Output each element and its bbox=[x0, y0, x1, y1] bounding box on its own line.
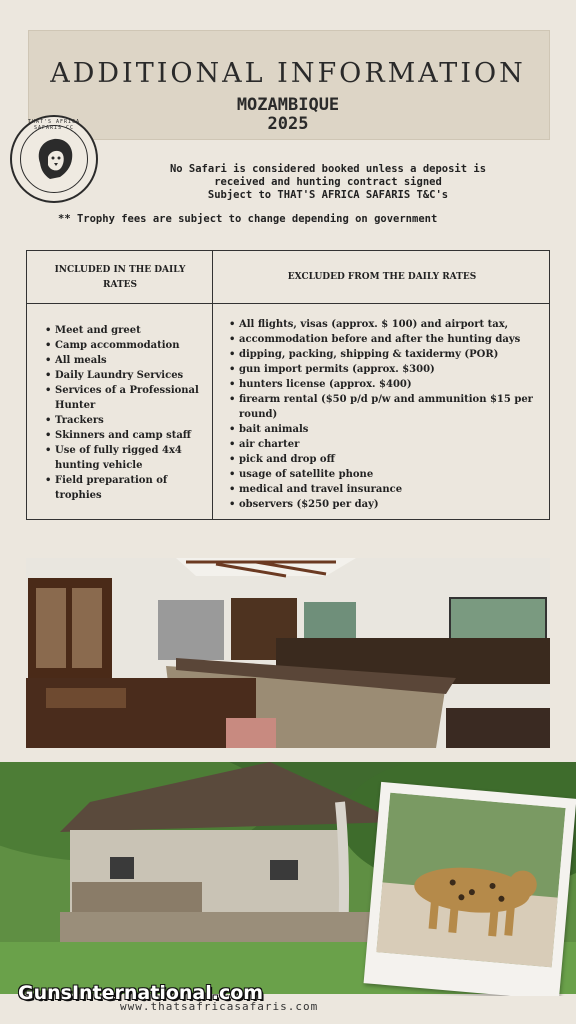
list-item: • All meals bbox=[45, 353, 210, 368]
header-divider bbox=[27, 303, 549, 304]
list-item: • Camp accommodation bbox=[45, 338, 210, 353]
page-title: ADDITIONAL INFORMATION bbox=[50, 58, 526, 89]
lion-icon bbox=[30, 133, 80, 187]
seal-text: THAT'S AFRICA SAFARIS CC bbox=[27, 119, 81, 131]
included-header-line-1: INCLUDED IN THE DAILY bbox=[54, 265, 186, 275]
notice-line-2: received and hunting contract signed bbox=[214, 176, 442, 188]
list-item: • accommodation before and after the hunting days bbox=[229, 332, 547, 347]
list-item: • usage of satellite phone bbox=[229, 467, 547, 482]
kitchen-photo bbox=[26, 558, 550, 748]
list-item: • Daily Laundry Services bbox=[45, 368, 210, 383]
list-item: • medical and travel insurance bbox=[229, 482, 547, 497]
included-list bbox=[45, 323, 210, 503]
daily-rates-table bbox=[26, 250, 550, 520]
list-item: • All flights, visas (approx. $ 100) and airport tax, bbox=[229, 317, 547, 332]
list-item: • Skinners and camp staff bbox=[45, 428, 210, 443]
list-item: • pick and drop off bbox=[229, 452, 547, 467]
country-label: MOZAMBIQUE bbox=[236, 95, 340, 115]
leopard-polaroid bbox=[364, 782, 576, 1000]
booking-notice bbox=[118, 163, 538, 202]
list-item: • firearm rental ($50 p/d p/w and ammunition $15 per round) bbox=[229, 392, 547, 422]
notice-line-3: Subject to THAT'S AFRICA SAFARIS T&C's bbox=[207, 189, 449, 201]
excluded-list bbox=[229, 317, 547, 512]
list-item: • Meet and greet bbox=[45, 323, 210, 338]
list-item: • hunters license (approx. $400) bbox=[229, 377, 547, 392]
list-item: • gun import permits (approx. $300) bbox=[229, 362, 547, 377]
list-item: • Field preparation of trophies bbox=[45, 473, 210, 503]
company-seal bbox=[10, 115, 98, 203]
column-divider bbox=[212, 251, 213, 519]
notice-line-1: No Safari is considered booked unless a deposit is bbox=[169, 163, 487, 175]
list-item: • observers ($250 per day) bbox=[229, 497, 547, 512]
watermark-logo: GunsInternational.com bbox=[18, 982, 264, 1004]
year-label: 2025 bbox=[267, 114, 309, 134]
website-url[interactable]: www.thatsafricasafaris.com bbox=[120, 1000, 319, 1013]
leopard-photo bbox=[376, 793, 565, 968]
list-item: • Services of a Professional Hunter bbox=[45, 383, 210, 413]
list-item: • Trackers bbox=[45, 413, 210, 428]
list-item: • bait animals bbox=[229, 422, 547, 437]
list-item: • dipping, packing, shipping & taxidermy (POR) bbox=[229, 347, 547, 362]
included-header-line-2: RATES bbox=[102, 280, 138, 290]
excluded-column-header: EXCLUDED FROM THE DAILY RATES bbox=[287, 272, 477, 282]
included-column-header bbox=[35, 263, 205, 293]
list-item: • Use of fully rigged 4x4 hunting vehicle bbox=[45, 443, 210, 473]
list-item: • air charter bbox=[229, 437, 547, 452]
trophy-fee-note: ** Trophy fees are subject to change depending on government bbox=[58, 213, 438, 225]
